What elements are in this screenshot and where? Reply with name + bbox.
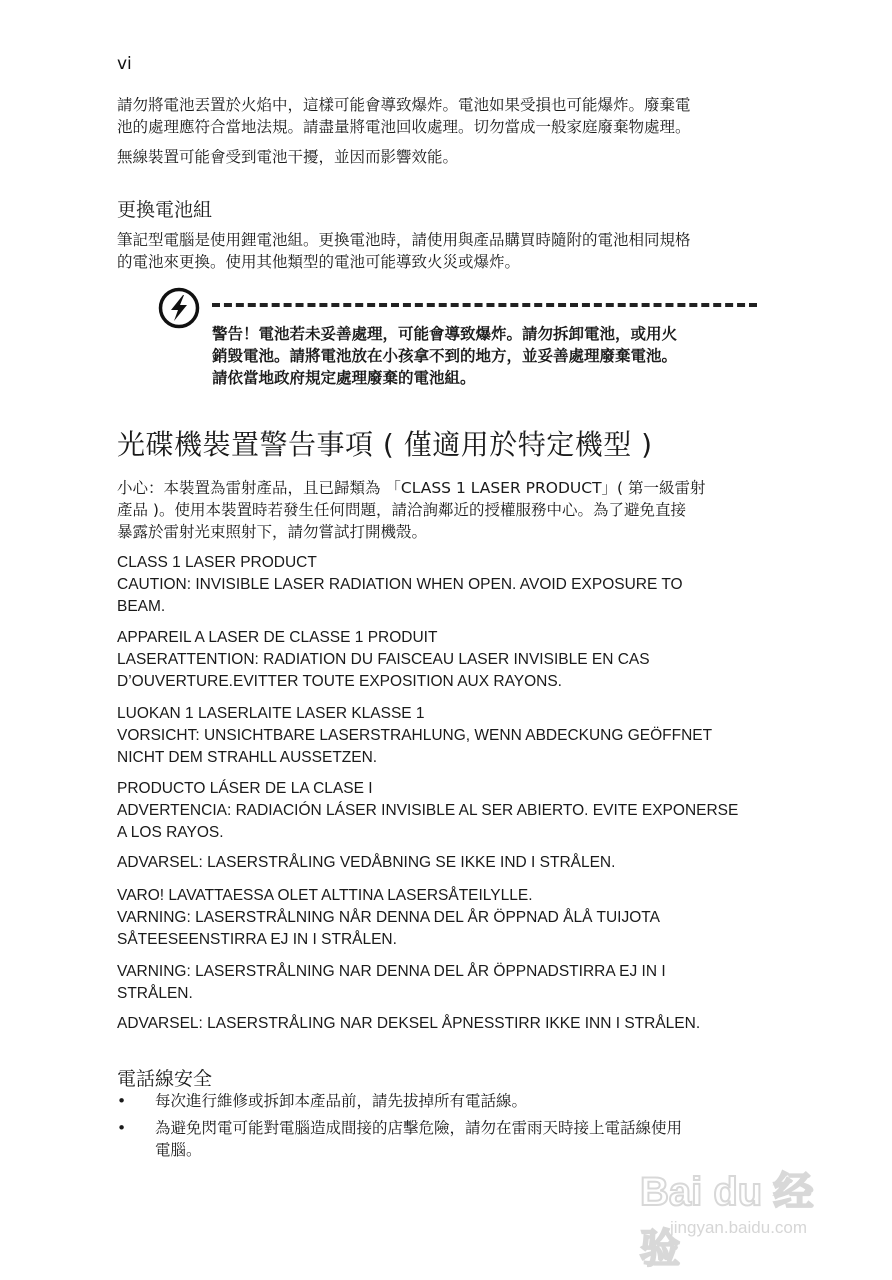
laser-section-heading: 光碟機裝置警告事項 ( 僅適用於特定機型 ) <box>117 428 653 461</box>
text-line: 請勿將電池丟置於火焰中，這樣可能會導致爆炸。電池如果受損也可能爆炸。廢棄電 <box>117 96 691 114</box>
warning-lightning-icon <box>158 287 200 329</box>
text-line: ADVARSEL: LASERSTRÅLING NAR DEKSEL ÅPNESSTIRR IKKE INN I STRÅLEN. <box>117 1015 701 1032</box>
warning-box-text <box>212 323 757 389</box>
bullet-icon: • <box>117 1092 127 1110</box>
bullet-icon: • <box>117 1119 127 1137</box>
laser-notice-en <box>117 552 767 618</box>
replace-battery-paragraph <box>117 229 767 273</box>
phone-line-safety-heading: 電話線安全 <box>117 1068 213 1090</box>
text-line: VARO! LAVATTAESSA OLET ALTTINA LASERSÅTEILYLLE. <box>117 887 533 904</box>
laser-intro-paragraph <box>117 477 767 543</box>
page-number: vi <box>117 54 132 74</box>
text-line: 小心：本裝置為雷射產品，且已歸類為 「CLASS 1 LASER PRODUCT」( 第一級雷射 <box>117 479 706 497</box>
text-line: VARNING: LASERSTRÅLNING NÅR DENNA DEL ÅR ÖPPNAD ÅLÅ TUIJOTA <box>117 909 660 926</box>
text-line: A LOS RAYOS. <box>117 824 224 841</box>
warning-dashed-rule <box>212 303 757 307</box>
text-line: BEAM. <box>117 598 166 615</box>
text-line: CLASS 1 LASER PRODUCT <box>117 554 317 571</box>
laser-notice-no <box>117 1013 767 1035</box>
laser-notice-da <box>117 852 767 874</box>
laser-notice-fr <box>117 627 767 693</box>
text-line: ADVERTENCIA: RADIACIÓN LÁSER INVISIBLE AL SER ABIERTO. EVITE EXPONERSE <box>117 802 739 819</box>
watermark-url: jingyan.baidu.com <box>670 1218 808 1237</box>
text-line: 銷毀電池。請將電池放在小孩拿不到的地方，並妥善處理廢棄電池。 <box>212 347 678 365</box>
text-line: PRODUCTO LÁSER DE LA CLASE I <box>117 780 373 797</box>
text-line: LASERATTENTION: RADIATION DU FAISCEAU LASER INVISIBLE EN CAS <box>117 651 650 668</box>
baidu-watermark <box>630 1140 850 1271</box>
text-line: STRÅLEN. <box>117 985 193 1002</box>
text-line: NICHT DEM STRAHLL AUSSETZEN. <box>117 749 378 766</box>
text-line: VORSICHT: UNSICHTBARE LASERSTRAHLUNG, WENN ABDECKUNG GEÖFFNET <box>117 727 713 744</box>
text-line: 筆記型電腦是使用鋰電池組。更換電池時，請使用與產品購買時隨附的電池相同規格 <box>117 231 691 249</box>
wireless-note <box>117 146 767 168</box>
text-line: 暴露於雷射光束照射下，請勿嘗試打開機殼。 <box>117 523 428 541</box>
laser-notice-es <box>117 778 767 844</box>
text-line: 每次進行維修或拆卸本產品前，請先拔掉所有電話線。 <box>155 1092 528 1110</box>
text-line: 無線裝置可能會受到電池干擾，並因而影響效能。 <box>117 148 459 166</box>
text-line: 產品 )。使用本裝置時若發生任何問題，請洽詢鄰近的授權服務中心。為了避免直接 <box>117 501 686 519</box>
battery-warning-paragraph <box>117 94 767 138</box>
list-item <box>117 1090 767 1112</box>
text-line: 的電池來更換。使用其他類型的電池可能導致火災或爆炸。 <box>117 253 521 271</box>
text-line: ADVARSEL: LASERSTRÅLING VEDÅBNING SE IKKE IND I STRÅLEN. <box>117 854 616 871</box>
text-line: VARNING: LASERSTRÅLNING NAR DENNA DEL ÅR ÖPPNADSTIRRA EJ IN I <box>117 963 666 980</box>
text-line: 為避免閃電可能對電腦造成間接的店擊危險，請勿在雷雨天時接上電話線使用 <box>155 1119 683 1137</box>
text-line: 池的處理應符合當地法規。請盡量將電池回收處理。切勿當成一般家庭廢棄物處理。 <box>117 118 691 136</box>
laser-notice-fi-sv <box>117 885 767 951</box>
text-line: LUOKAN 1 LASERLAITE LASER KLASSE 1 <box>117 705 425 722</box>
text-line: D’OUVERTURE.EVITTER TOUTE EXPOSITION AUX RAYONS. <box>117 673 562 690</box>
laser-notice-de <box>117 703 767 769</box>
text-line: 電腦。 <box>155 1141 202 1159</box>
text-line: SÅTEESEENSTIRRA EJ IN I STRÅLEN. <box>117 931 397 948</box>
text-line: CAUTION: INVISIBLE LASER RADIATION WHEN OPEN. AVOID EXPOSURE TO <box>117 576 683 593</box>
watermark-logo: Bai du 经验 <box>640 1170 814 1271</box>
text-line: 警告！電池若未妥善處理，可能會導致爆炸。請勿拆卸電池，或用火 <box>212 325 678 343</box>
text-line: APPAREIL A LASER DE CLASSE 1 PRODUIT <box>117 629 438 646</box>
text-line: 請依當地政府規定處理廢棄的電池組。 <box>212 369 476 387</box>
laser-notice-sv <box>117 961 767 1005</box>
replace-battery-heading: 更換電池組 <box>117 199 213 221</box>
